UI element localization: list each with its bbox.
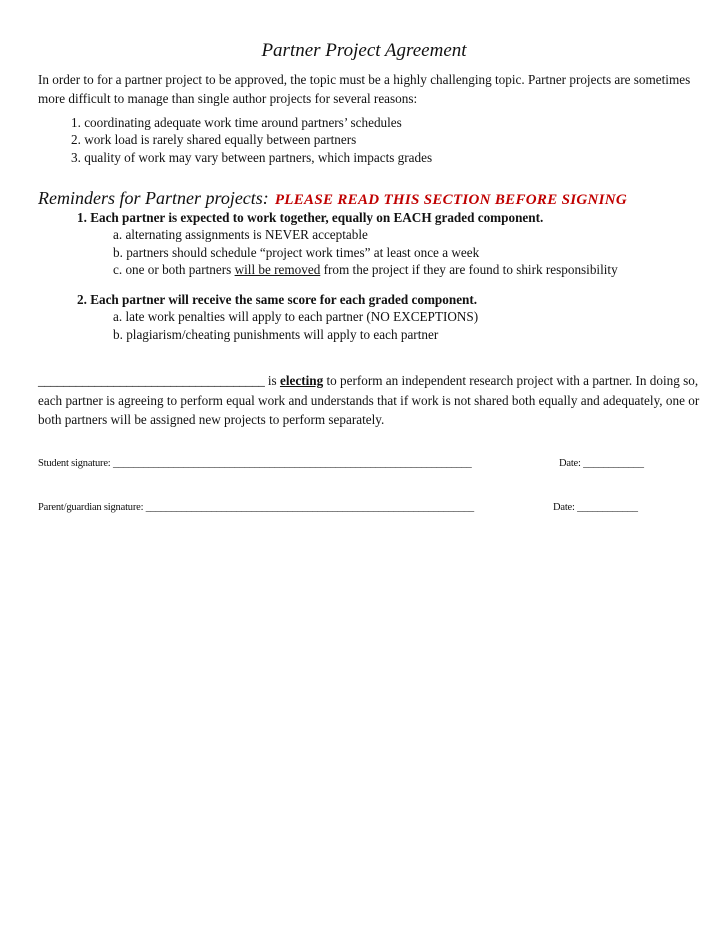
reminder-2b: b. plagiarism/cheating punishments will apply to each partner	[113, 326, 439, 342]
reminder-1c	[113, 261, 618, 279]
student-date-line[interactable]: Date: ____________	[559, 458, 644, 469]
intro-paragraph: In order to for a partner project to be approved, the topic must be a highly challenging topic. Partner projects are sometimes more difficult to manage than single author projects for several reasons:	[38, 72, 691, 106]
reminder-point-2-subitems	[113, 308, 478, 343]
reasons-list	[71, 114, 432, 166]
reminder-1c-after: from the project if they are found to shirk responsibility	[320, 262, 618, 278]
parent-date-line[interactable]: Date: ____________	[553, 502, 638, 513]
reminder-point-2-title: 2. Each partner will receive the same score for each graded component.	[77, 292, 478, 307]
reason-item-3: 3. quality of work may vary between partners, which impacts grades	[71, 149, 433, 165]
election-is: is	[264, 373, 280, 388]
reminder-1c-underlined: will be removed	[234, 262, 321, 278]
student-name-blank[interactable]: ____________________________________	[38, 373, 265, 388]
election-electing: electing	[279, 373, 324, 388]
parent-signature-line[interactable]: Parent/guardian signature: _________________________________________________________________	[38, 502, 474, 513]
reminder-1b: b. partners should schedule “project work times” at least once a week	[113, 244, 480, 260]
reminder-2a: a. late work penalties will apply to each partner (NO EXCEPTIONS)	[113, 309, 479, 324]
reminders-warning: PLEASE READ THIS SECTION BEFORE SIGNING	[274, 192, 628, 208]
page-title: Partner Project Agreement	[261, 40, 467, 61]
reminder-point-1-title: 1. Each partner is expected to work together, equally on EACH graded component.	[77, 210, 544, 225]
reason-item-2: 2. work load is rarely shared equally between partners	[71, 132, 357, 148]
reminders-heading	[38, 188, 627, 209]
election-statement	[38, 371, 704, 430]
student-signature-line[interactable]: Student signature: _______________________________________________________________________	[38, 458, 472, 469]
reason-item-1: 1. coordinating adequate work time around partners’ schedules	[71, 115, 402, 130]
reminder-1c-before: c. one or both partners	[113, 262, 235, 278]
reminder-1a: a. alternating assignments is NEVER acceptable	[113, 227, 368, 242]
reminders-heading-text: Reminders for Partner projects:	[38, 188, 269, 208]
reminder-point-1-subitems	[113, 226, 618, 279]
election-rest: to perform an independent research project with a partner. In doing so, each partner is agreeing to perform equal work and understands that if work is not shared both equally and adequately, one or both partners will be assigned new projects to perform separately.	[38, 373, 700, 428]
